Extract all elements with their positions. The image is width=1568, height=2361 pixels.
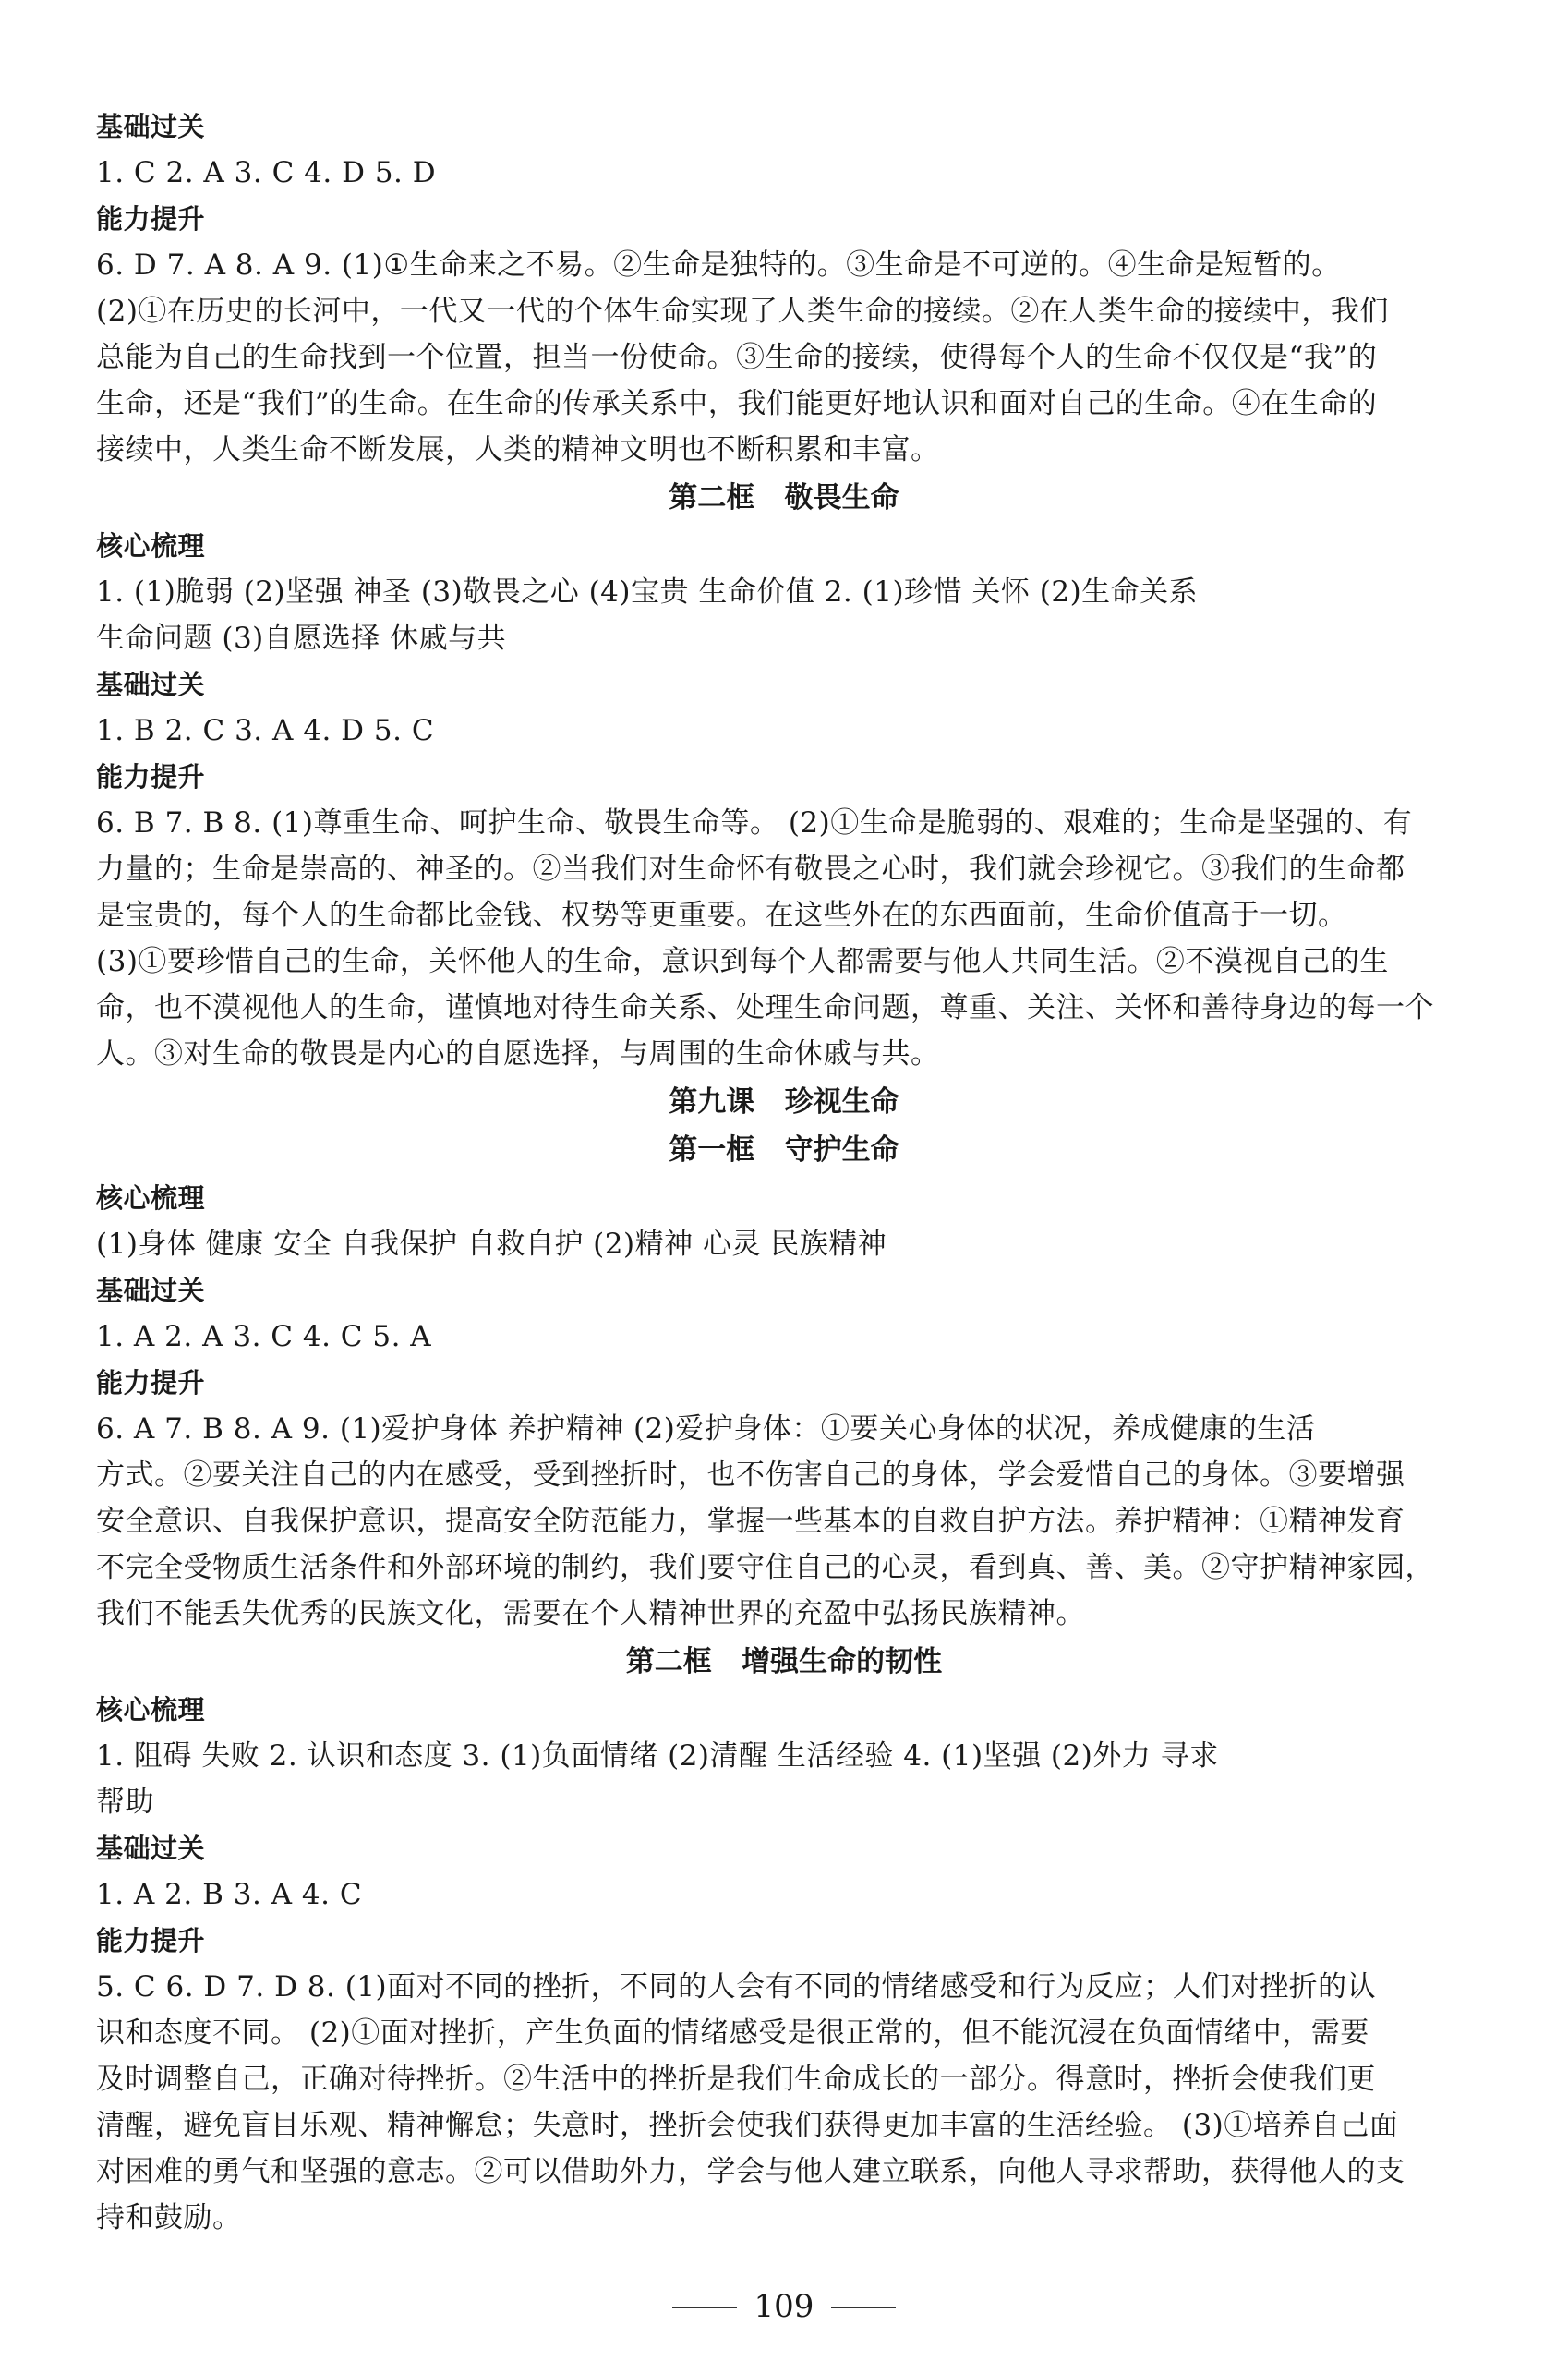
answer-line: 方式。②要关注自己的内在感受，受到挫折时，也不伤害自己的身体，学会爱惜自己的身体。③要增强 bbox=[96, 1459, 1405, 1492]
section-heading-ability: 能力提升 bbox=[96, 761, 206, 793]
answer-line: 是宝贵的，每个人的生命都比金钱、权势等更重要。在这些外在的东西面前，生命价值高于一切。 bbox=[96, 899, 1347, 932]
answer-line: 1. B 2. C 3. A 4. D 5. C bbox=[96, 714, 435, 747]
section-heading-ability: 能力提升 bbox=[96, 203, 206, 235]
section-heading-ability: 能力提升 bbox=[96, 1367, 206, 1398]
section-title: 第二框 增强生命的韧性 bbox=[625, 1645, 943, 1678]
answer-line: 帮助 bbox=[96, 1786, 154, 1819]
section-heading-basic: 基础过关 bbox=[96, 1833, 206, 1864]
answer-line: 6. B 7. B 8. (1)尊重生命、呵护生命、敬畏生命等。 (2)①生命是脆弱的、艰难的；生命是坚强的、有 bbox=[96, 806, 1413, 840]
answer-line: 清醒，避免盲目乐观、精神懈怠；失意时，挫折会使我们获得更加丰富的生活经验。 (3)①培养自己面 bbox=[96, 2109, 1399, 2142]
answer-line: 对困难的勇气和坚强的意志。②可以借助外力，学会与他人建立联系，向他人寻求帮助，获得他人的支 bbox=[96, 2155, 1405, 2188]
answer-line: 5. C 6. D 7. D 8. (1)面对不同的挫折，不同的人会有不同的情绪感受和行为反应；人们对挫折的认 bbox=[96, 1970, 1377, 2004]
section-heading-core: 核心梳理 bbox=[96, 1694, 206, 1725]
answer-line: 6. D 7. A 8. A 9. (1)①生命来之不易。②生命是独特的。③生命是不可逆的。④生命是短暂的。 bbox=[96, 248, 1341, 282]
answer-line: 生命问题 (3)自愿选择 休戚与共 bbox=[96, 622, 507, 655]
section-heading-basic: 基础过关 bbox=[96, 669, 206, 700]
answer-line: 安全意识、自我保护意识，提高安全防范能力，掌握一些基本的自救自护方法。养护精神：①精神发育 bbox=[96, 1505, 1405, 1538]
answer-line: 力量的；生命是崇高的、神圣的。②当我们对生命怀有敬畏之心时，我们就会珍视它。③我们的生命都 bbox=[96, 853, 1405, 886]
answer-line: (1)身体 健康 安全 自我保护 自救自护 (2)精神 心灵 民族精神 bbox=[96, 1228, 887, 1261]
answer-line: (2)①在历史的长河中，一代又一代的个体生命实现了人类生命的接续。②在人类生命的接续中，我们 bbox=[96, 295, 1389, 328]
answer-line: 1. 阻碍 失败 2. 认识和态度 3. (1)负面情绪 (2)清醒 生活经验 4. (1)坚强 (2)外力 寻求 bbox=[96, 1739, 1219, 1773]
section-heading-basic: 基础过关 bbox=[96, 111, 206, 142]
page-number-right-dash bbox=[831, 2307, 896, 2308]
answer-line: 1. A 2. A 3. C 4. C 5. A bbox=[96, 1320, 432, 1353]
section-heading-basic: 基础过关 bbox=[96, 1275, 206, 1306]
answer-line: 持和鼓励。 bbox=[96, 2201, 242, 2234]
lesson-title: 第九课 珍视生命 bbox=[669, 1085, 899, 1119]
answer-line: (3)①要珍惜自己的生命，关怀他人的生命，意识到每个人都需要与他人共同生活。②不漠视自己的生 bbox=[96, 945, 1389, 978]
section-heading-ability: 能力提升 bbox=[96, 1925, 206, 1956]
answer-line: 及时调整自己，正确对待挫折。②生活中的挫折是我们生命成长的一部分。得意时，挫折会使我们更 bbox=[96, 2063, 1376, 2096]
answer-line: 人。③对生命的敬畏是内心的自愿选择，与周围的生命休戚与共。 bbox=[96, 1037, 940, 1071]
answer-line: 生命，还是“我们”的生命。在生命的传承关系中，我们能更好地认识和面对自己的生命。④在生命的 bbox=[96, 387, 1378, 420]
answer-line: 不完全受物质生活条件和外部环境的制约，我们要守住自己的心灵，看到真、善、美。②守护精神家园， bbox=[96, 1551, 1434, 1584]
answer-line: 接续中，人类生命不断发展，人类的精神文明也不断积累和丰富。 bbox=[96, 433, 940, 466]
answer-line: 识和态度不同。 (2)①面对挫折，产生负面的情绪感受是很正常的，但不能沉浸在负面情绪中，需要 bbox=[96, 2016, 1369, 2050]
page-number: 109 bbox=[754, 2288, 814, 2325]
section-heading-core: 核心梳理 bbox=[96, 530, 206, 562]
answer-line: 我们不能丢失优秀的民族文化，需要在个人精神世界的充盈中弘扬民族精神。 bbox=[96, 1597, 1085, 1630]
answer-line: 6. A 7. B 8. A 9. (1)爱护身体 养护精神 (2)爱护身体：①要关心身体的状况，养成健康的生活 bbox=[96, 1412, 1316, 1446]
section-title: 第二框 敬畏生命 bbox=[669, 481, 899, 515]
answer-line: 1. (1)脆弱 (2)坚强 神圣 (3)敬畏之心 (4)宝贵 生命价值 2. (1)珍惜 关怀 (2)生命关系 bbox=[96, 575, 1199, 609]
section-heading-core: 核心梳理 bbox=[96, 1182, 206, 1214]
answer-line: 命，也不漠视他人的生命，谨慎地对待生命关系、处理生命问题，尊重、关注、关怀和善待身边的每一个 bbox=[96, 991, 1434, 1024]
answer-line: 1. C 2. A 3. C 4. D 5. D bbox=[96, 156, 437, 189]
section-title: 第一框 守护生命 bbox=[669, 1133, 899, 1167]
answer-line: 1. A 2. B 3. A 4. C bbox=[96, 1878, 363, 1911]
answer-line: 总能为自己的生命找到一个位置，担当一份使命。③生命的接续，使得每个人的生命不仅仅是“我”的 bbox=[96, 341, 1378, 374]
